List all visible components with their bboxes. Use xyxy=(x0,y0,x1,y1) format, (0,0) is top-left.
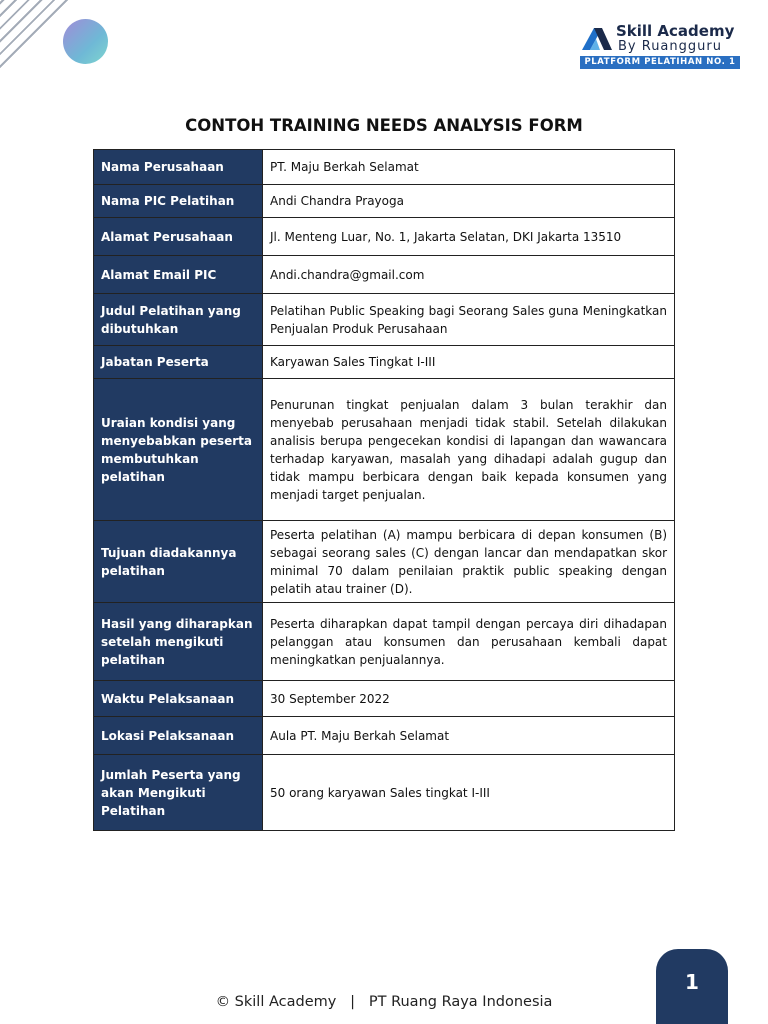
skill-academy-logo xyxy=(580,22,740,70)
row-value: Peserta pelatihan (A) mampu berbicara di depan konsumen (B) sebagai seorang sales (C) dengan lancar dan mendapatkan skor minimal 70 dalam penilaian praktik public speaking dengan pelatih atau trainer (D). xyxy=(263,521,675,603)
row-label: Nama PIC Pelatihan xyxy=(94,185,263,218)
row-value: Andi Chandra Prayoga xyxy=(263,185,675,218)
row-label: Hasil yang diharapkan setelah mengikuti pelatihan xyxy=(94,603,263,681)
table-row xyxy=(94,603,675,681)
skill-academy-logo-icon xyxy=(580,26,614,52)
row-label: Lokasi Pelaksanaan xyxy=(94,717,263,755)
row-value: Andi.chandra@gmail.com xyxy=(263,256,675,294)
page-title: CONTOH TRAINING NEEDS ANALYSIS FORM xyxy=(185,116,583,135)
logo-title: Skill Academy xyxy=(616,22,735,40)
table-row xyxy=(94,379,675,521)
logo-subtitle: By Ruangguru xyxy=(618,39,722,54)
row-label: Nama Perusahaan xyxy=(94,150,263,185)
row-label: Alamat Perusahaan xyxy=(94,218,263,256)
logo-banner: PLATFORM PELATIHAN NO. 1 xyxy=(580,56,740,69)
row-label: Waktu Pelaksanaan xyxy=(94,681,263,717)
row-value: Penurunan tingkat penjualan dalam 3 bulan terakhir dan menyebab perusahaan menjadi tidak stabil. Setelah dilakukan analisis berupa pengecekan kondisi di lapangan dan wawancara terhadap karyawan, masalah yang dihadapi adalah gugup dan tidak mampu berbicara dengan baik kepada konsumen yang menjadi target penjualan. xyxy=(263,379,675,521)
table-row xyxy=(94,256,675,294)
footer-text: © Skill Academy | PT Ruang Raya Indonesia xyxy=(215,994,553,1010)
row-label: Alamat Email PIC xyxy=(94,256,263,294)
table-row xyxy=(94,521,675,603)
row-label: Jumlah Peserta yang akan Mengikuti Pelatihan xyxy=(94,755,263,831)
row-value: Peserta diharapkan dapat tampil dengan percaya diri dihadapan pelanggan atau konsumen dan perusahaan kembali dapat meningkatkan penjualannya. xyxy=(263,603,675,681)
table-row xyxy=(94,185,675,218)
row-value: 50 orang karyawan Sales tingkat I-III xyxy=(263,755,675,831)
row-value: Jl. Menteng Luar, No. 1, Jakarta Selatan, DKI Jakarta 13510 xyxy=(263,218,675,256)
page-number-badge xyxy=(656,949,728,1024)
table-row xyxy=(94,346,675,379)
table-row xyxy=(94,681,675,717)
table-row xyxy=(94,294,675,346)
page-footer xyxy=(0,994,768,1010)
row-label: Uraian kondisi yang menyebabkan peserta membutuhkan pelatihan xyxy=(94,379,263,521)
table-row xyxy=(94,150,675,185)
row-value: Karyawan Sales Tingkat I-III xyxy=(263,346,675,379)
row-label: Tujuan diadakannya pelatihan xyxy=(94,521,263,603)
row-value: Pelatihan Public Speaking bagi Seorang Sales guna Meningkatkan Penjualan Produk Perusahaan xyxy=(263,294,675,346)
row-label: Jabatan Peserta xyxy=(94,346,263,379)
table-row xyxy=(94,755,675,831)
training-needs-table xyxy=(93,149,675,831)
row-value: PT. Maju Berkah Selamat xyxy=(263,150,675,185)
row-value: Aula PT. Maju Berkah Selamat xyxy=(263,717,675,755)
table-row xyxy=(94,218,675,256)
row-value: 30 September 2022 xyxy=(263,681,675,717)
page-number: 1 xyxy=(685,970,699,994)
decorative-circle xyxy=(63,19,108,64)
row-label: Judul Pelatihan yang dibutuhkan xyxy=(94,294,263,346)
table-row xyxy=(94,717,675,755)
